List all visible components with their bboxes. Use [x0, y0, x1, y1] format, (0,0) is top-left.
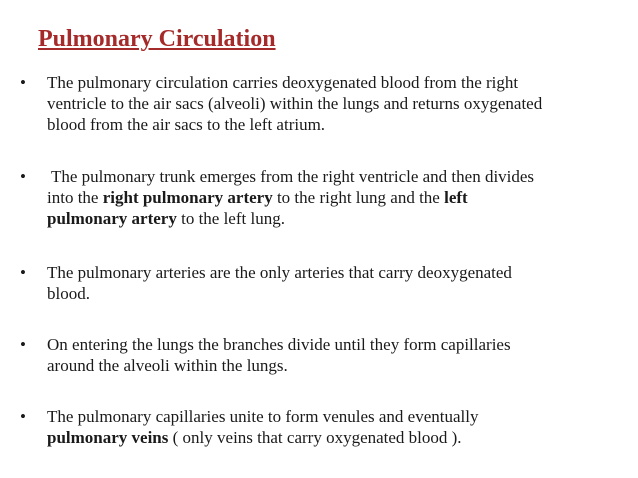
text-run: into the — [47, 188, 103, 207]
text-line: On entering the lungs the branches divide until they form capillaries — [47, 335, 511, 354]
text-line: The pulmonary circulation carries deoxygenated blood from the right — [47, 73, 519, 92]
bullet-text — [47, 406, 629, 448]
text-line: The pulmonary arteries are the only arteries that carry deoxygenated — [47, 263, 512, 282]
text-line: The pulmonary trunk emerges from the right ventricle and then divides — [47, 167, 535, 186]
term-pulmonary-artery: pulmonary artery — [47, 209, 177, 228]
text-run: to the right lung and the — [272, 188, 445, 207]
slide-title: Pulmonary Circulation — [38, 26, 276, 52]
text-line — [47, 208, 629, 229]
bullet-marker: • — [20, 335, 26, 354]
text-line — [47, 187, 629, 208]
bullet-text — [47, 334, 629, 376]
bullet-text — [47, 72, 629, 135]
text-line: blood. — [47, 284, 90, 303]
bullet-marker: • — [20, 167, 26, 186]
text-line: blood from the air sacs to the left atrium. — [47, 115, 326, 134]
bullet-marker: • — [20, 73, 26, 92]
bullet-text — [47, 262, 629, 304]
text-run: to the left lung. — [176, 209, 285, 228]
text-run: ( only veins that carry oxygenated blood ). — [168, 428, 462, 447]
term-right-pulmonary-artery: right pulmonary artery — [102, 188, 273, 207]
bullet-text — [47, 166, 629, 229]
text-line — [47, 427, 629, 448]
text-line: ventricle to the air sacs (alveoli) within the lungs and returns oxygenated — [47, 94, 543, 113]
text-line: The pulmonary capillaries unite to form venules and eventually — [47, 407, 479, 426]
term-pulmonary-veins: pulmonary veins — [47, 428, 169, 447]
text-line: around the alveoli within the lungs. — [47, 356, 288, 375]
bullet-marker: • — [20, 407, 26, 426]
term-left: left — [444, 188, 468, 207]
bullet-marker: • — [20, 263, 26, 282]
